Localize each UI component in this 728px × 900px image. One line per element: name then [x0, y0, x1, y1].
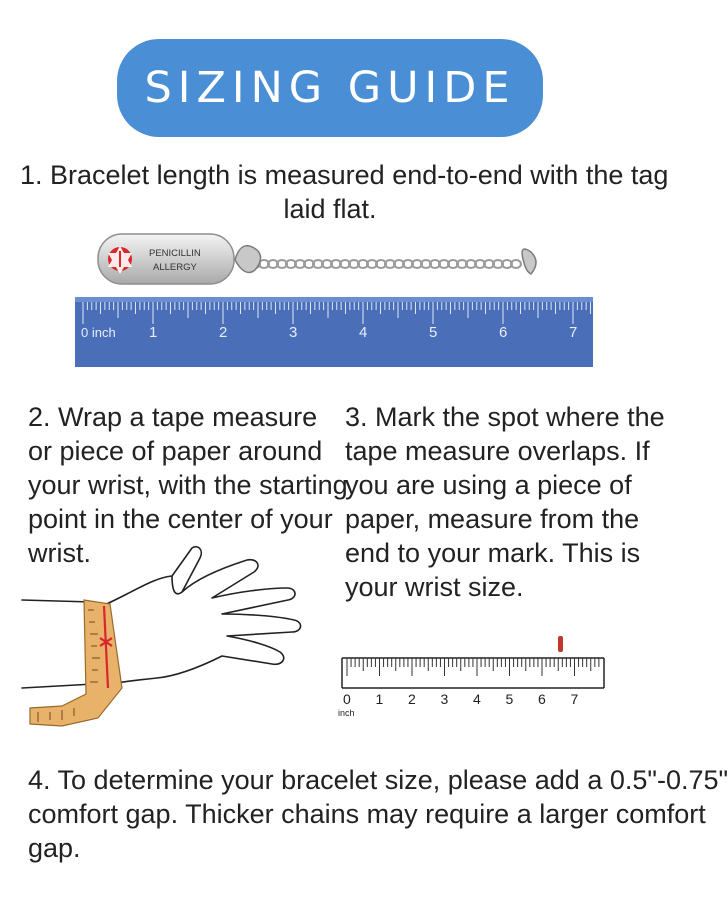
ruler-number: 6 [499, 324, 508, 341]
ruler-number: 3 [289, 324, 298, 341]
ruler-number: 1 [375, 691, 384, 707]
step-1-text [20, 158, 669, 226]
step-2-line: or piece of paper around [28, 436, 323, 466]
measuring-tape [30, 600, 122, 726]
overlap-marker [558, 636, 563, 652]
step-3-line: paper, measure from the [345, 504, 640, 534]
ruler-unit-label: 0 inch [81, 325, 116, 340]
step-3-line: end to your mark. This is [345, 538, 641, 568]
ruler-ticks [347, 658, 599, 676]
step-2-line: wrist. [28, 538, 91, 568]
step-4-text [28, 763, 728, 865]
ruler-small [340, 634, 610, 720]
ruler-number: 2 [408, 691, 416, 707]
step-4-line: 4. To determine your bracelet size, please add a 0.5"-0.75" [28, 765, 728, 795]
hand-outline [102, 547, 301, 684]
step-1-line: laid flat. [283, 194, 377, 224]
step-3-text [345, 400, 665, 604]
step-3-line: you are using a piece of [345, 470, 632, 500]
step-2-text [28, 400, 348, 570]
step-2-line: 2. Wrap a tape measure [28, 402, 318, 432]
step-2-line: point in the center of your [28, 504, 333, 534]
ruler-number: 7 [570, 691, 579, 707]
chain [250, 260, 521, 268]
step-2-line: your wrist, with the starting [28, 470, 348, 500]
forearm-outline [22, 600, 94, 688]
sizing-guide-banner [117, 39, 543, 137]
tag-text-line: PENICILLIN [149, 248, 201, 259]
ruler-number: 5 [505, 691, 514, 707]
page-title: SIZING GUIDE [144, 63, 516, 113]
step-4-line: comfort gap. Thicker chains may require a larger comfort [28, 799, 706, 829]
ruler-number: 0 [343, 691, 351, 707]
step-3-line: your wrist size. [345, 572, 524, 602]
ruler-number: 4 [359, 324, 368, 341]
ruler-large [75, 297, 593, 367]
ruler-number: 3 [440, 691, 449, 707]
ruler-number: 4 [473, 691, 481, 707]
step-4-line: gap. [28, 833, 81, 863]
wrist-measure-illustration [22, 548, 322, 728]
step-3-line: 3. Mark the spot where the [345, 402, 665, 432]
ruler-number: 2 [219, 324, 228, 341]
ruler-number: 1 [149, 324, 158, 341]
tag-text-line: ALLERGY [153, 262, 197, 273]
bracelet-illustration [95, 232, 555, 296]
step-1-line: 1. Bracelet length is measured end-to-end with the tag [20, 160, 669, 190]
ruler-unit-label: inch [338, 708, 355, 718]
ruler-number: 5 [429, 324, 438, 341]
ruler-number: 6 [538, 691, 546, 707]
lobster-clasp-icon [235, 246, 261, 273]
lobster-clasp-icon [522, 249, 536, 274]
step-3-line: tape measure overlaps. If [345, 436, 650, 466]
ruler-number: 7 [569, 324, 578, 341]
